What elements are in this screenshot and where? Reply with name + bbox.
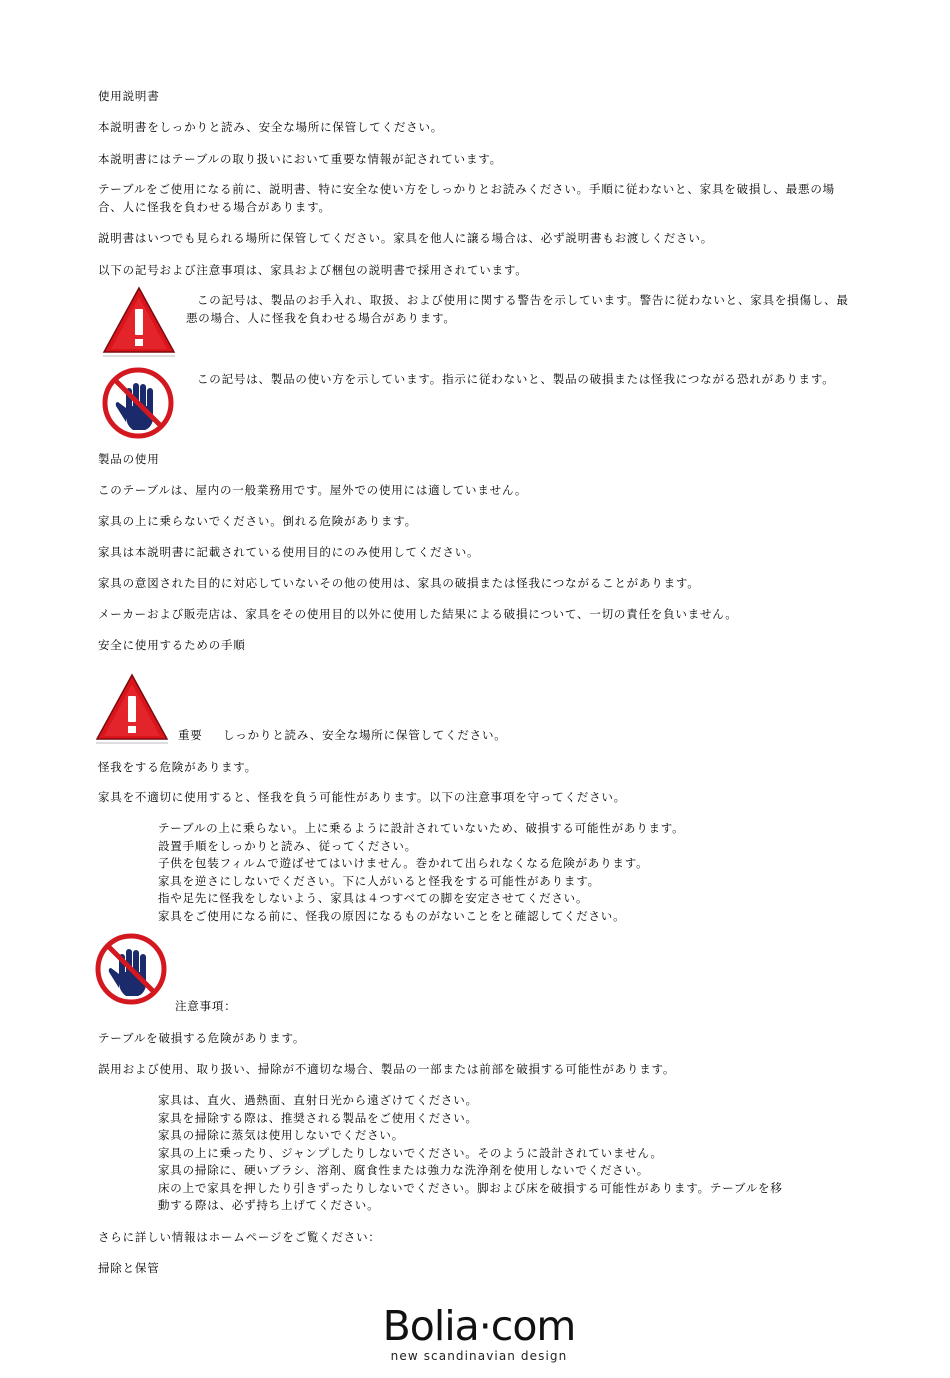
usage-line-1: このテーブルは、屋内の一般業務用です。屋外での使用には適していません。 [98,483,528,497]
usage-line-5: メーカーおよび販売店は、家具をその使用目的以外に使用した結果による破損について、一切の責任を負いません。 [98,607,738,621]
safety-lead: 家具を不適切に使用すると、怪我を負う可能性があります。以下の注意事項を守ってください。 [98,790,626,804]
damage-risk: テーブルを破損する危険があります。 [98,1031,306,1045]
usage-heading: 製品の使用 [98,452,160,466]
warning-triangle-icon [101,285,177,359]
important-text: しっかりと読み、安全な場所に保管してください。 [223,728,507,742]
more-info: さらに詳しい情報はホームページをご覧ください： [98,1230,381,1244]
list-item: 家具の掃除に蒸気は使用しないでください。 [158,1128,404,1142]
usage-line-3: 家具は本説明書に記載されている使用目的にのみ使用してください。 [98,545,480,559]
page-title: 使用説明書 [98,89,160,103]
prohibit-symbol-text: この記号は、製品の使い方を示しています。指示に従わないと、製品の破損または怪我につながる恐れがあります。 [197,372,835,386]
warning-symbol-text: この記号は、製品のお手入れ、取扱、および使用に関する警告を示しています。警告に従わないと、家具を損傷し、最悪の場合、人に怪我を負わせる場合があります。 [186,293,849,325]
no-hand-icon [100,366,176,440]
intro-line-1: 本説明書をしっかりと読み、安全な場所に保管してください。 [98,120,444,134]
safety-list [158,820,684,925]
safety-heading: 安全に使用するための手順 [98,638,246,652]
list-item: 家具の上に乗ったり、ジャンプしたりしないでください。そのように設計されていません。 [158,1145,663,1160]
intro-line-2: 本説明書にはテーブルの取り扱いにおいて重要な情報が記されています。 [98,152,502,166]
list-item: 床の上で家具を押したり引きずったりしないでください。脚および床を破損する可能性があります。テーブルを移 [158,1180,783,1195]
list-item: テーブルの上に乗らない。上に乗るように設計されていないため、破損する可能性があります。 [158,821,685,835]
list-item: 動する際は、必ず持ち上げてください。 [158,1198,380,1212]
logo-wordmark: Bolia·com [382,1302,576,1350]
usage-line-2: 家具の上に乗らないでください。倒れる危険があります。 [98,514,417,528]
injury-risk: 怪我をする危険があります。 [98,760,257,774]
logo-tagline: new scandinavian design [390,1349,568,1363]
usage-line-4: 家具の意図された目的に対応していないその他の使用は、家具の破損または怪我につながることがあります。 [98,576,700,590]
list-item: 子供を包装フィルムで遊ばせてはいけません。巻かれて出られなくなる危険があります。 [158,856,649,870]
list-item: 家具は、直火、過熱面、直射日光から遠ざけてください。 [158,1093,478,1107]
list-item: 指や足先に怪我をしないよう、家具は４つすべての脚を安定させてください。 [158,891,589,905]
list-item: 家具を掃除する際は、推奨される製品をご使用ください。 [158,1110,478,1125]
warning-triangle-icon [94,672,170,746]
list-item: 家具を逆さにしないでください。下に人がいると怪我をする可能性があります。 [158,873,600,888]
intro-line-5: 以下の記号および注意事項は、家具および梱包の説明書で採用されています。 [98,263,528,277]
caution-label: 注意事項： [175,999,237,1013]
list-item: 設置手順をしっかりと読み、従ってください。 [158,838,417,853]
caution-lead: 誤用および使用、取り扱い、掃除が不適切な場合、製品の一部または前部を破損する可能性があります。 [98,1062,676,1076]
bolia-logo [372,1303,586,1363]
intro-line-4: 説明書はいつでも見られる場所に保管してください。家具を他人に譲る場合は、必ず説明書もお渡しください。 [98,231,713,245]
list-item: 家具をご使用になる前に、怪我の原因になるものがないことをと確認してください。 [158,908,626,923]
caution-list [158,1092,783,1215]
no-hand-icon [93,932,169,1006]
important-label: 重要 [178,728,203,742]
cleaning-heading: 掃除と保管 [98,1261,160,1275]
list-item: 家具の掃除に、硬いブラシ、溶剤、腐食性または強力な洗浄剤を使用しないでください。 [158,1163,650,1177]
intro-line-3: テーブルをご使用になる前に、説明書、特に安全な使い方をしっかりとお読みください。手順に従わないと、家具を破損し、最悪の場合、人に怪我を負わせる場合があります。 [98,182,835,214]
